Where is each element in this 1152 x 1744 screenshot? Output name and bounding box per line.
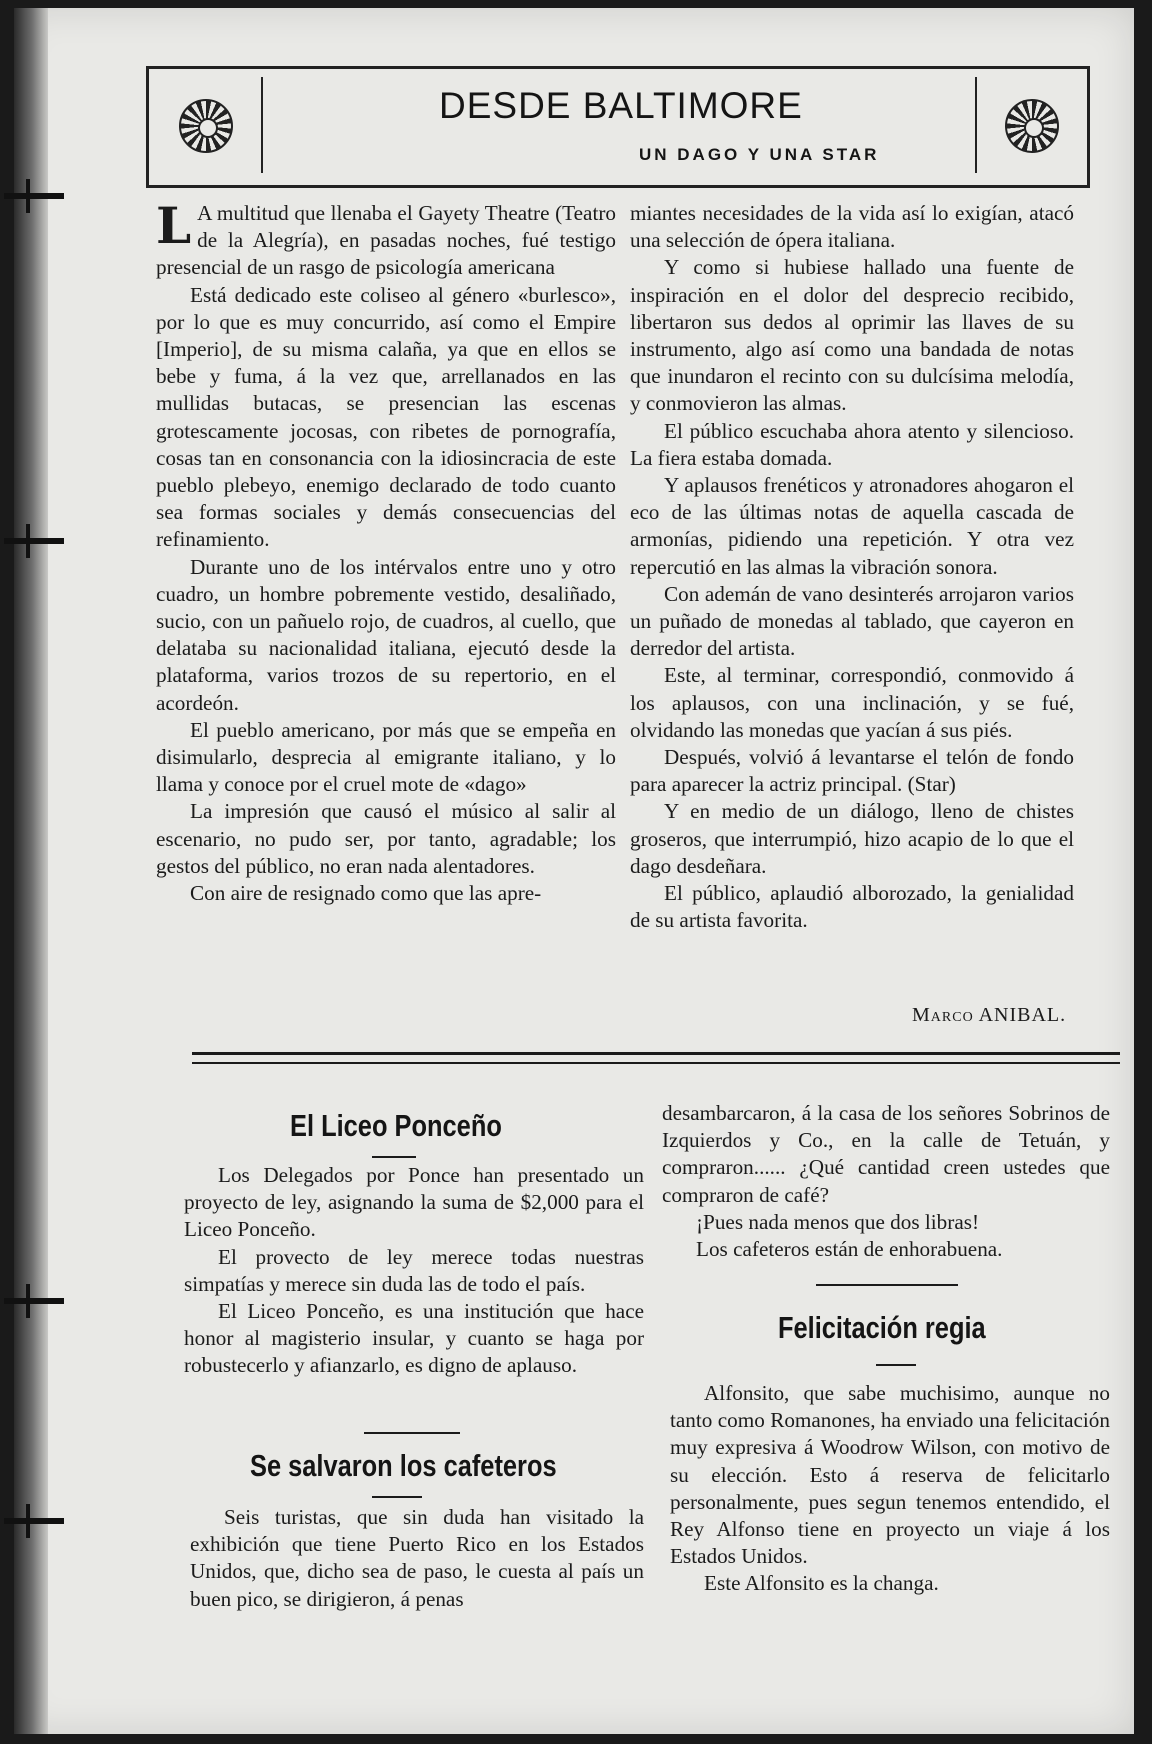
article-paragraph: Y aplausos frenéticos y atronadores ahogaron el eco de las últimas notas de aquella cascada de armonías, pidiendo una repetición. Y otra vez repercutió en las almas la vibración sonora. [630,473,1074,579]
page-binding [14,8,48,1734]
rosette-ornament-icon [1005,99,1059,153]
short-divider [876,1364,916,1366]
article-paragraph: Este Alfonsito es la changa. [704,1571,939,1596]
short-divider [372,1156,416,1158]
short-divider [816,1284,958,1286]
binding-stitch [4,1298,64,1304]
author-signature: Marco ANIBAL. [912,1004,1067,1026]
article-paragraph: La impresión que causó el músico al salir al escenario, no pudo ser, por tanto, agradable; los gestos del público, no eran nada alentadores. [156,799,616,878]
article-paragraph: El público, aplaudió alborozado, la genialidad de su artista favorita. [630,881,1074,933]
binding-stitch [4,193,64,199]
section-divider [192,1062,1120,1064]
article-paragraph: Este, al terminar, correspondió, conmovido á los aplausos, con una inclinación, y se fué, olvidando las monedas que yacían á sus piés. [630,663,1074,742]
article-paragraph: El público escuchaba ahora atento y silencioso. La fiera estaba domada. [630,418,1074,470]
cafeteros-column-left [190,1504,644,1613]
article-paragraph: miantes necesidades de la vida así lo exigían, atacó una selección de ópera italiana. [630,201,1074,253]
article-paragraph: El Liceo Ponceño, es una institución que hace honor al magisterio insular, y cuanto se haga por robustecerlo y afianzarlo, es digno de aplauso. [184,1299,644,1378]
drop-cap: L [156,196,192,255]
binding-stitch [4,538,64,544]
section-divider [192,1052,1120,1055]
article-paragraph: L A multitud que llenaba el Gayety Theatre (Teatro de la Alegría), en pasadas noches, fué testigo presencial de un rasgo de psicología americana [156,196,616,280]
article-paragraph: Después, volvió á levantarse el telón de fondo para aparecer la actriz principal. (Star) [630,745,1074,797]
short-divider [364,1432,460,1434]
article-paragraph: Los cafeteros están de enhorabuena. [696,1237,1003,1262]
divider [975,77,977,173]
article-column-right [630,200,1074,934]
article-paragraph: desambarcaron, á la casa de los señores Sobrinos de Izquierdos y Co., en la calle de Tetuán, y compraron...... ¿Qué cantidad creen ustedes que compraron de café? [662,1101,1110,1207]
masthead-box [146,66,1090,188]
article-paragraph: Con aire de resignado como que las apre- [190,881,542,906]
liceo-column [184,1162,644,1380]
article-paragraph: El pueblo americano, por más que se empeña en disimularlo, desprecia al emigrante italiano, y lo llama y conoce por el cruel mote de «dago» [156,717,616,797]
article-paragraph: Y en medio de un diálogo, lleno de chistes groseros, que interrumpió, hizo acapio de lo que el dago desdeñara. [630,799,1074,878]
article-paragraph: Los Delegados por Ponce han presentado un proyecto de ley, asignando la suma de $2,000 para el Liceo Ponceño. [184,1163,644,1242]
rosette-ornament-icon [179,99,233,153]
felicitacion-column [670,1380,1110,1598]
newspaper-page [14,8,1134,1734]
cafeteros-heading: Se salvaron los cafeteros [250,1448,557,1483]
binding-stitch [4,1518,64,1524]
article-paragraph: Está dedicado este coliseo al género «burlesco», por lo que es muy concurrido, así como el Empire [Imperio], de su misma calaña, ya que en ellos se bebe y fuma, á la vez que, arrellanados en las mullidas butacas, se presencian las escenas grotescamente jocosas, con ribetes de pornografía, cosas tan en consonancia con la idiosincracia de este pueblo plebeyo, enemigo declarado de todo cuanto sea formas sociales y demás consecuencias del refinamiento. [156,282,616,552]
article-paragraph: Alfonsito, que sabe muchisimo, aunque no tanto como Romanones, ha enviado una felicitación muy expresiva á Woodrow Wilson, con motivo de su elección. Esto á reserva de felicitarlo personalmente, pues segun tenemos entendido, el Rey Alfonso tiene en proyecto un viaje á los Estados Unidos. [670,1381,1110,1569]
article-paragraph: El provecto de ley merece todas nuestras simpatías y merece sin duda las de todo el país. [184,1244,644,1296]
article-column-left [156,196,616,907]
liceo-heading: El Liceo Ponceño [290,1108,502,1143]
section-heading: DESDE BALTIMORE [439,85,803,126]
article-paragraph: Seis turistas, que sin duda han visitado la exhibición que tiene Puerto Rico en los Estados Unidos, que, dicho sea de paso, le cuesta al país un buen pico, se dirigieron, á penas [190,1505,644,1611]
divider [261,77,263,173]
cafeteros-column-right [662,1100,1110,1263]
felicitacion-heading: Felicitación regia [778,1310,986,1345]
article-paragraph: Con ademán de vano desinterés arrojaron varios un puñado de monedas al tablado, que cayeron en derredor del artista. [630,581,1074,661]
article-paragraph: Durante uno de los intérvalos entre uno y otro cuadro, un hombre pobremente vestido, desaliñado, sucio, con un pañuelo rojo, de cuadros, al cuello, que delataba su nacionalidad italiana, ejecutó desde la plataforma, varios trozos de su repertorio, en el acordeón. [156,554,616,715]
short-divider [372,1496,422,1498]
article-subtitle: UN DAGO Y UNA STAR [639,145,880,164]
article-paragraph: Y como si hubiese hallado una fuente de inspiración en el dolor del desprecio recibido, libertaron sus dedos al oprimir las llaves de su instrumento, algo así como una bandada de notas que inundaron el recinto con su dulcísima melodía, y conmovieron las almas. [630,255,1074,416]
article-paragraph: ¡Pues nada menos que dos libras! [696,1209,980,1234]
